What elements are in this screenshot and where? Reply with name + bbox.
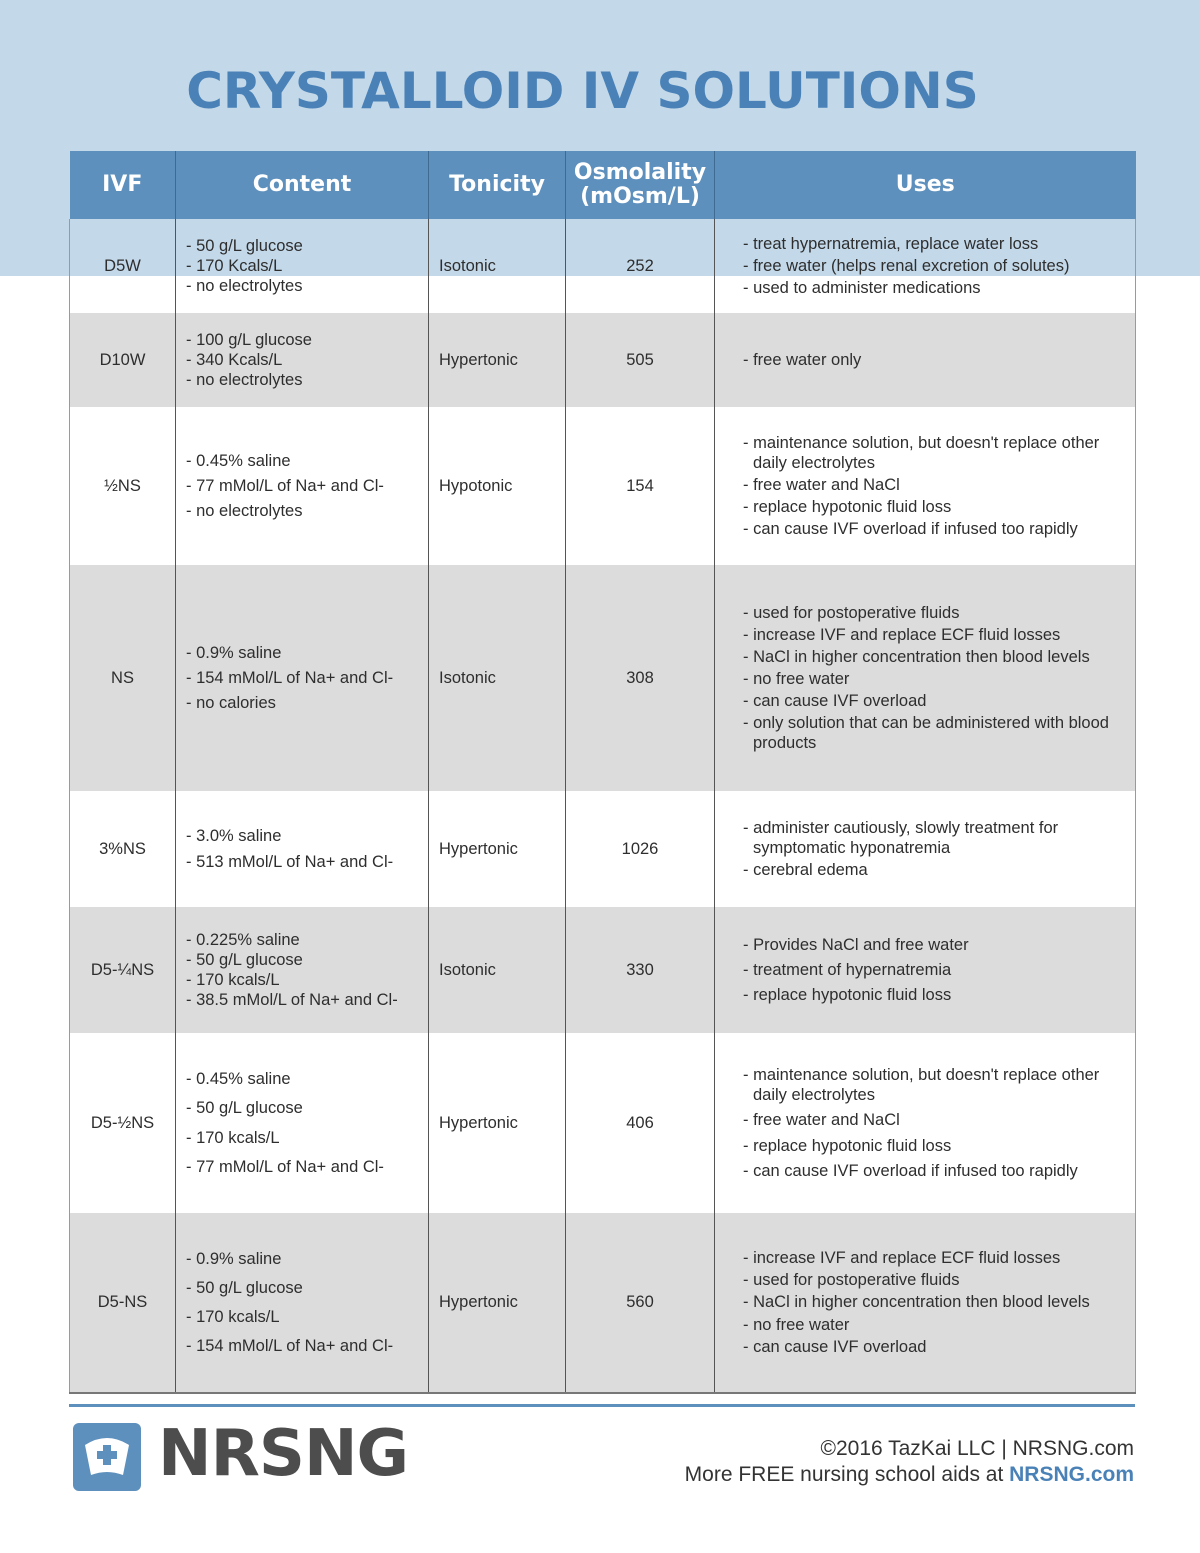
ivf-cell: D5-½NS [70, 1033, 176, 1213]
uses-item: - free water and NaCl [743, 475, 900, 494]
uses-cell [715, 907, 1136, 1033]
uses-item: - replace hypotonic fluid loss [743, 1136, 952, 1155]
content-item: - no electrolytes [186, 277, 303, 296]
osmolality-cell: 406 [566, 1033, 715, 1213]
content-item: - 50 g/L glucose [186, 1278, 303, 1297]
uses-cell [715, 1213, 1136, 1393]
uses-item: - can cause IVF overload [743, 692, 927, 711]
page-title: CRYSTALLOID IV SOLUTIONS [186, 62, 979, 120]
tonicity-cell: Hypotonic [429, 407, 566, 565]
uses-item: - maintenance solution, but doesn't replace other daily electrolytes [743, 1066, 1100, 1105]
content-item: - 50 g/L glucose [186, 1099, 303, 1118]
uses-item: - used to administer medications [743, 279, 981, 298]
uses-item: - can cause IVF overload if infused too rapidly [743, 520, 1078, 539]
content-item: - 154 mMol/L of Na+ and Cl- [186, 668, 394, 687]
table-row [70, 219, 1136, 313]
uses-item: - Provides NaCl and free water [743, 935, 969, 954]
uses-item: - free water and NaCl [743, 1111, 900, 1130]
content-item: - 0.225% saline [186, 930, 300, 949]
nurse-cap-cross-icon-graphic [73, 1423, 141, 1491]
osmolality-cell: 560 [566, 1213, 715, 1393]
uses-item: - replace hypotonic fluid loss [743, 986, 952, 1005]
uses-item: - NaCl in higher concentration then blood levels [743, 647, 1090, 666]
uses-cell [715, 565, 1136, 791]
osmolality-cell: 505 [566, 313, 715, 407]
content-cell [176, 791, 429, 907]
content-item: - 170 kcals/L [186, 1308, 280, 1326]
table-header-row [70, 151, 1136, 219]
ivf-cell: NS [70, 565, 176, 791]
uses-item: - increase IVF and replace ECF fluid losses [743, 1249, 1061, 1268]
osmolality-cell: 330 [566, 907, 715, 1033]
column-header-osmolality [566, 151, 715, 219]
content-cell [176, 1213, 429, 1393]
content-cell [176, 565, 429, 791]
osmolality-cell: 252 [566, 219, 715, 313]
table-row [70, 1213, 1136, 1393]
tonicity-cell: Isotonic [429, 565, 566, 791]
ivf-cell: ½NS [70, 407, 176, 565]
tonicity-cell: Hypertonic [429, 1033, 566, 1213]
uses-item: - NaCl in higher concentration then blood levels [743, 1293, 1090, 1312]
osmolality-cell: 154 [566, 407, 715, 565]
uses-item: - cerebral edema [743, 861, 868, 880]
uses-item: - can cause IVF overload if infused too rapidly [743, 1161, 1078, 1180]
uses-item: - no free water [743, 1315, 850, 1334]
osmolality-cell: 1026 [566, 791, 715, 907]
content-cell [176, 219, 429, 313]
uses-cell [715, 1033, 1136, 1213]
content-item: - 77 mMol/L of Na+ and Cl- [186, 1157, 384, 1176]
content-item: - 3.0% saline [186, 827, 282, 846]
content-cell [176, 907, 429, 1033]
uses-item: - no free water [743, 669, 850, 688]
uses-item: - increase IVF and replace ECF fluid losses [743, 625, 1061, 644]
ivf-cell: D5-NS [70, 1213, 176, 1393]
uses-item: - used for postoperative fluids [743, 603, 960, 622]
nurse-cap-cross-icon [73, 1423, 141, 1491]
footer-divider [69, 1404, 1135, 1407]
site-link[interactable]: NRSNG.com [1009, 1463, 1134, 1486]
column-header-ivf: IVF [70, 151, 176, 219]
content-cell [176, 313, 429, 407]
ivf-cell: D10W [70, 313, 176, 407]
tagline-text: More FREE nursing school aids at [684, 1463, 1010, 1486]
osmolality-header-line2: (mOsm/L) [580, 184, 700, 209]
column-header-content: Content [176, 151, 429, 219]
table-row [70, 791, 1136, 907]
solutions-table [69, 151, 1136, 1394]
content-item: - 170 kcals/L [186, 971, 280, 989]
content-item: - no electrolytes [186, 502, 303, 521]
osmolality-header-line1: Osmolality [573, 159, 707, 185]
content-item: - 50 g/L glucose [186, 236, 303, 255]
ivf-cell: 3%NS [70, 791, 176, 907]
uses-cell [715, 219, 1136, 313]
content-item: - 0.9% saline [186, 643, 282, 662]
content-cell [176, 1033, 429, 1213]
footer-tagline [685, 1463, 1134, 1487]
ivf-cell: D5-¼NS [70, 907, 176, 1033]
uses-item: - free water (helps renal excretion of solutes) [743, 256, 1070, 275]
content-item: - 77 mMol/L of Na+ and Cl- [186, 476, 384, 495]
table-row [70, 407, 1136, 565]
column-header-uses: Uses [715, 151, 1136, 219]
uses-item: - can cause IVF overload [743, 1337, 927, 1356]
content-item: - 513 mMol/L of Na+ and Cl- [186, 852, 394, 871]
uses-item: - used for postoperative fluids [743, 1271, 960, 1290]
ivf-cell: D5W [70, 219, 176, 313]
uses-item: - free water only [743, 350, 862, 369]
brand-logo: NRSNG [158, 1417, 409, 1491]
table-row [70, 907, 1136, 1033]
uses-item: - maintenance solution, but doesn't replace other daily electrolytes [743, 433, 1100, 472]
content-item: - no calories [186, 694, 276, 713]
uses-cell [715, 791, 1136, 907]
content-cell [176, 407, 429, 565]
content-item: - 0.45% saline [186, 451, 291, 470]
uses-item: - replace hypotonic fluid loss [743, 498, 952, 517]
tonicity-cell: Isotonic [429, 219, 566, 313]
uses-item: - only solution that can be administered with blood products [743, 714, 1109, 753]
column-header-tonicity: Tonicity [429, 151, 566, 219]
uses-item: - treat hypernatremia, replace water loss [743, 234, 1039, 253]
tonicity-cell: Hypertonic [429, 313, 566, 407]
content-item: - 50 g/L glucose [186, 950, 303, 969]
content-item: - 154 mMol/L of Na+ and Cl- [186, 1337, 394, 1356]
content-item: - 38.5 mMol/L of Na+ and Cl- [186, 991, 398, 1010]
uses-item: - administer cautiously, slowly treatment for symptomatic hyponatremia [743, 818, 1059, 857]
tonicity-cell: Hypertonic [429, 1213, 566, 1393]
copyright-text: ©2016 TazKai LLC | NRSNG.com [820, 1437, 1134, 1460]
content-item: - no electrolytes [186, 371, 303, 390]
osmolality-cell: 308 [566, 565, 715, 791]
table-row [70, 1033, 1136, 1213]
table-row [70, 565, 1136, 791]
content-item: - 340 Kcals/L [186, 350, 283, 369]
table-row [70, 313, 1136, 407]
content-item: - 0.45% saline [186, 1070, 291, 1089]
tonicity-cell: Isotonic [429, 907, 566, 1033]
uses-cell [715, 407, 1136, 565]
content-item: - 100 g/L glucose [186, 330, 312, 349]
uses-cell [715, 313, 1136, 407]
tonicity-cell: Hypertonic [429, 791, 566, 907]
uses-item: - treatment of hypernatremia [743, 960, 952, 979]
content-item: - 170 Kcals/L [186, 256, 283, 275]
content-item: - 0.9% saline [186, 1249, 282, 1268]
content-item: - 170 kcals/L [186, 1128, 280, 1147]
